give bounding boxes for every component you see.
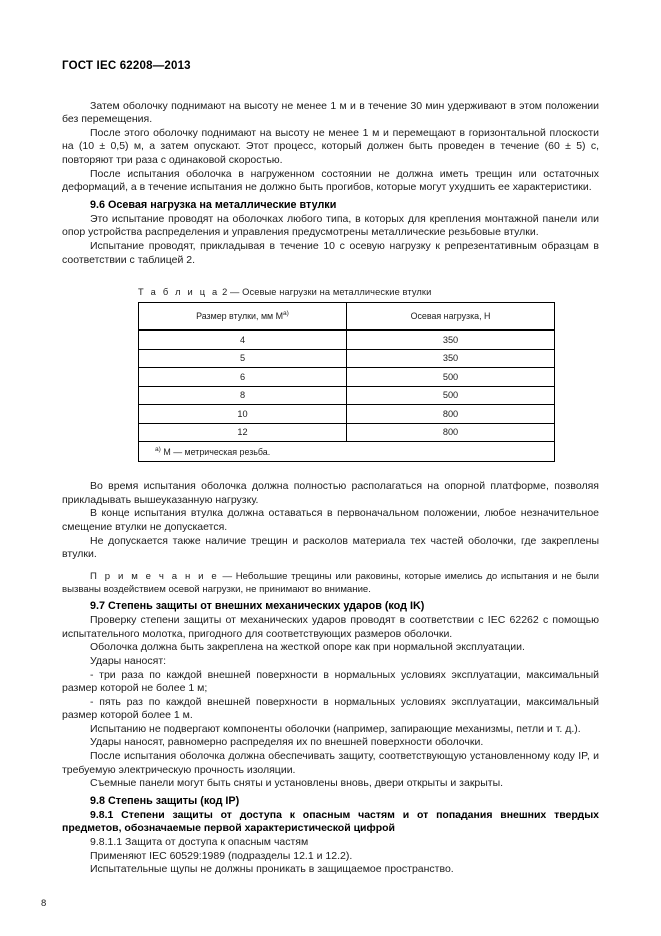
paragraph-12: - три раза по каждой внешней поверхности в нормальных условиях эксплуатации, максимальный размер которой не более 1 м; xyxy=(62,668,599,695)
table-cell-size: 12 xyxy=(139,423,347,442)
section-heading-9-7: 9.7 Степень защиты от внешних механических ударов (код IK) xyxy=(90,600,425,613)
table-caption-label: Т а б л и ц а xyxy=(138,287,220,298)
table-header-cell-load: Осевая нагрузка, Н xyxy=(347,303,555,331)
table-row xyxy=(139,386,555,405)
paragraph-17: Съемные панели могут быть сняты и установлены вновь, двери открыты и закрыты. xyxy=(90,777,504,790)
table-cell-load: 500 xyxy=(347,386,555,405)
table-foot xyxy=(139,442,555,462)
section-heading-9-8-1: 9.8.1 Степени защиты от доступа к опасным частям и от попадания внешних твердых предметов, обозначаемые первой характеристической цифрой xyxy=(62,808,599,835)
table-caption xyxy=(62,287,599,297)
note-text: — Небольшие трещины или раковины, которые имелись до испытания и не были вызваны воздействием осевой нагрузки, не принимают во внимание. xyxy=(62,570,599,595)
table-cell-size: 10 xyxy=(139,405,347,424)
paragraph-9: Проверку степени защиты от механических ударов проводят в соответствии с IEC 62262 с помощью испытательного молотка, пригодного для соответствующих размеров оболочки. xyxy=(62,614,599,640)
paragraph-4: Это испытание проводят на оболочках любого типа, в которых для крепления монтажной панели или опор устройства распределения и управления предусмотрены металлические резьбовые втулки. xyxy=(62,212,599,239)
post-table-block xyxy=(62,480,599,877)
table-row xyxy=(139,330,555,349)
table-cell-size: 4 xyxy=(139,330,347,349)
table-footnote-row xyxy=(139,442,555,462)
table-cell-load: 500 xyxy=(347,368,555,387)
paragraph-16: После испытания оболочка должна обеспечивать защиту, соответствующую установленному коду IP, и требуемую электрическую прочность изоляции. xyxy=(62,750,599,776)
table-cell-size: 5 xyxy=(139,349,347,368)
paragraph-11: Удары наносят: xyxy=(90,654,167,667)
paragraph-5: Испытание проводят, прикладывая в течение 10 с осевую нагрузку к репрезентативным образцам в соответствии с таблицей 2. xyxy=(62,239,599,266)
paragraph-14: Испытанию не подвергают компоненты оболочки (например, запирающие механизмы, петли и т. д.). xyxy=(90,722,581,735)
table-header-cell-size xyxy=(139,303,347,331)
table-head xyxy=(139,303,555,331)
paragraph-3: После испытания оболочка в нагруженном состоянии не должна иметь трещин или остаточных деформаций, а в течение испытания не должно быть прогибов, которые могут ухудшить ее характеристики. xyxy=(62,167,599,194)
note-label: П р и м е ч а н и е xyxy=(90,570,219,582)
section-heading-9-6: 9.6 Осевая нагрузка на металлические втулки xyxy=(90,198,337,211)
paragraph-13: - пять раз по каждой внешней поверхности в нормальных условиях эксплуатации, максимальный размер которой более 1 м. xyxy=(62,695,599,722)
table-caption-text: 2 — Осевые нагрузки на металлические втулки xyxy=(222,287,432,298)
paragraph-8: Не допускается также наличие трещин и расколов материала тех частей оболочки, где закреплены втулки. xyxy=(62,534,599,561)
paragraph-19: Применяют IEC 60529:1989 (подразделы 12.1 и 12.2). xyxy=(90,849,353,862)
table-cell-load: 350 xyxy=(347,330,555,349)
table-header-size-label: Размер втулки, мм М xyxy=(196,311,284,322)
table-row xyxy=(139,349,555,368)
section-heading-9-8: 9.8 Степень защиты (код IP) xyxy=(90,794,240,807)
page-content xyxy=(62,60,599,877)
table-footnote-cell xyxy=(139,442,555,462)
note-paragraph xyxy=(62,570,599,596)
table-header-row xyxy=(139,303,555,331)
table-cell-load: 350 xyxy=(347,349,555,368)
paragraph-15: Удары наносят, равномерно распределяя их по внешней поверхности оболочки. xyxy=(90,736,484,749)
table-cell-load: 800 xyxy=(347,423,555,442)
table-footnote-marker: а) xyxy=(155,445,161,453)
paragraph-6: Во время испытания оболочка должна полностью располагаться на опорной платформе, позволяя прикладывать вышеуказанную нагрузку. xyxy=(62,480,599,506)
paragraph-10: Оболочка должна быть закреплена на жесткой опоре как при нормальной эксплуатации. xyxy=(90,641,525,654)
table-cell-load: 800 xyxy=(347,405,555,424)
document-header: ГОСТ IEC 62208—2013 xyxy=(62,60,191,72)
paragraph-20: Испытательные щупы не должны проникать в защищаемое пространство. xyxy=(90,863,454,876)
page-number: 8 xyxy=(41,898,47,909)
axial-load-table xyxy=(138,302,555,462)
paragraph-1: Затем оболочку поднимают на высоту не менее 1 м и в течение 30 мин удерживают в этом положении без перемещения. xyxy=(62,99,599,126)
table-row xyxy=(139,405,555,424)
table-footnote-text: М — метрическая резьба. xyxy=(160,446,271,457)
paragraph-7: В конце испытания втулка должна оставаться в первоначальном положении, любое незначительное смещение втулки не допускается. xyxy=(62,507,599,533)
paragraph-18: 9.8.1.1 Защита от доступа к опасным частям xyxy=(90,836,309,849)
table-row xyxy=(139,368,555,387)
paragraph-2: После этого оболочку поднимают на высоту не менее 1 м и перемещают в горизонтальной плоскости на (10 ± 0,5) м, а затем опускают. Этот процесс, который должен быть проведен в течение (60 ± 5) с, повторяют три раза с одинаковой скоростью. xyxy=(62,126,599,167)
table-header-footnote-marker: а) xyxy=(283,310,289,318)
table-row xyxy=(139,423,555,442)
table-cell-size: 8 xyxy=(139,386,347,405)
table-cell-size: 6 xyxy=(139,368,347,387)
table-body xyxy=(139,330,555,442)
